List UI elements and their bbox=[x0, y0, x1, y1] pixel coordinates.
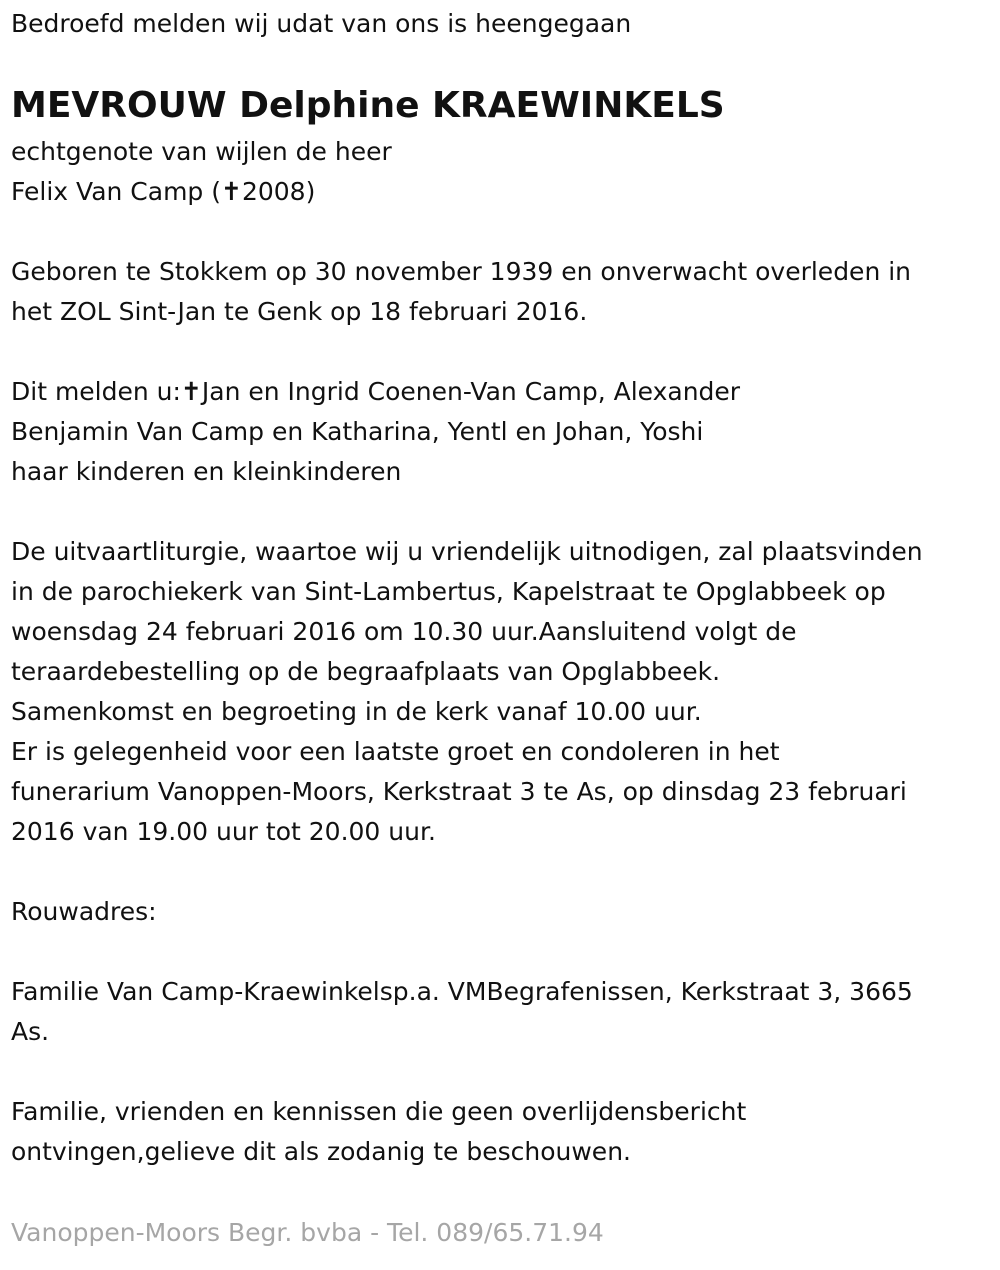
deceased-name: MEVROUW Delphine KRAEWINKELS bbox=[11, 85, 725, 126]
ceremony-line: 2016 van 19.00 uur tot 20.00 uur. bbox=[11, 817, 436, 846]
spacer bbox=[11, 852, 986, 892]
ceremony-line: funerarium Vanoppen-Moors, Kerkstraat 3 te As, op dinsdag 23 februari bbox=[11, 777, 907, 806]
ceremony-line: Er is gelegenheid voor een laatste groet en condoleren in het bbox=[11, 737, 780, 766]
spacer bbox=[11, 212, 986, 252]
ceremony-line: De uitvaartliturgie, waartoe wij u vriendelijk uitnodigen, zal plaatsvinden bbox=[11, 537, 923, 566]
intro-text: Bedroefd melden wij udat van ons is heengegaan bbox=[11, 9, 632, 38]
address-line: Familie Van Camp-Kraewinkelsp.a. VMBegrafenissen, Kerkstraat 3, 3665 bbox=[11, 977, 913, 1006]
ceremony-line: teraardebestelling op de begraafplaats van Opglabbeek. bbox=[11, 657, 721, 686]
birth-death-line: het ZOL Sint-Jan te Genk op 18 februari 2016. bbox=[11, 297, 588, 326]
ceremony-line: Samenkomst en begroeting in de kerk vanaf 10.00 uur. bbox=[11, 697, 702, 726]
spouse-line: echtgenote van wijlen de heer bbox=[11, 137, 392, 166]
address-line: As. bbox=[11, 1017, 50, 1046]
spacer bbox=[11, 332, 986, 372]
spacer bbox=[11, 932, 986, 972]
birth-death-line: Geboren te Stokkem op 30 november 1939 en onverwacht overleden in bbox=[11, 257, 912, 286]
spouse-name: Felix Van Camp (✝2008) bbox=[11, 177, 316, 206]
address-heading: Rouwadres: bbox=[11, 897, 157, 926]
closing-line: ontvingen,gelieve dit als zodanig te beschouwen. bbox=[11, 1137, 631, 1166]
closing-line: Familie, vrienden en kennissen die geen overlijdensbericht bbox=[11, 1097, 747, 1126]
spacer bbox=[11, 1052, 986, 1092]
family-line: Dit melden u:✝Jan en Ingrid Coenen-Van Camp, Alexander bbox=[11, 377, 741, 406]
death-notice bbox=[11, 4, 986, 1172]
funeral-home-footer: Vanoppen-Moors Begr. bvba - Tel. 089/65.71.94 bbox=[11, 1218, 604, 1247]
ceremony-line: in de parochiekerk van Sint-Lambertus, Kapelstraat te Opglabbeek op bbox=[11, 577, 886, 606]
ceremony-line: woensdag 24 februari 2016 om 10.30 uur.Aansluitend volgt de bbox=[11, 617, 797, 646]
spacer bbox=[11, 492, 986, 532]
family-line: haar kinderen en kleinkinderen bbox=[11, 457, 402, 486]
family-line: Benjamin Van Camp en Katharina, Yentl en Johan, Yoshi bbox=[11, 417, 704, 446]
